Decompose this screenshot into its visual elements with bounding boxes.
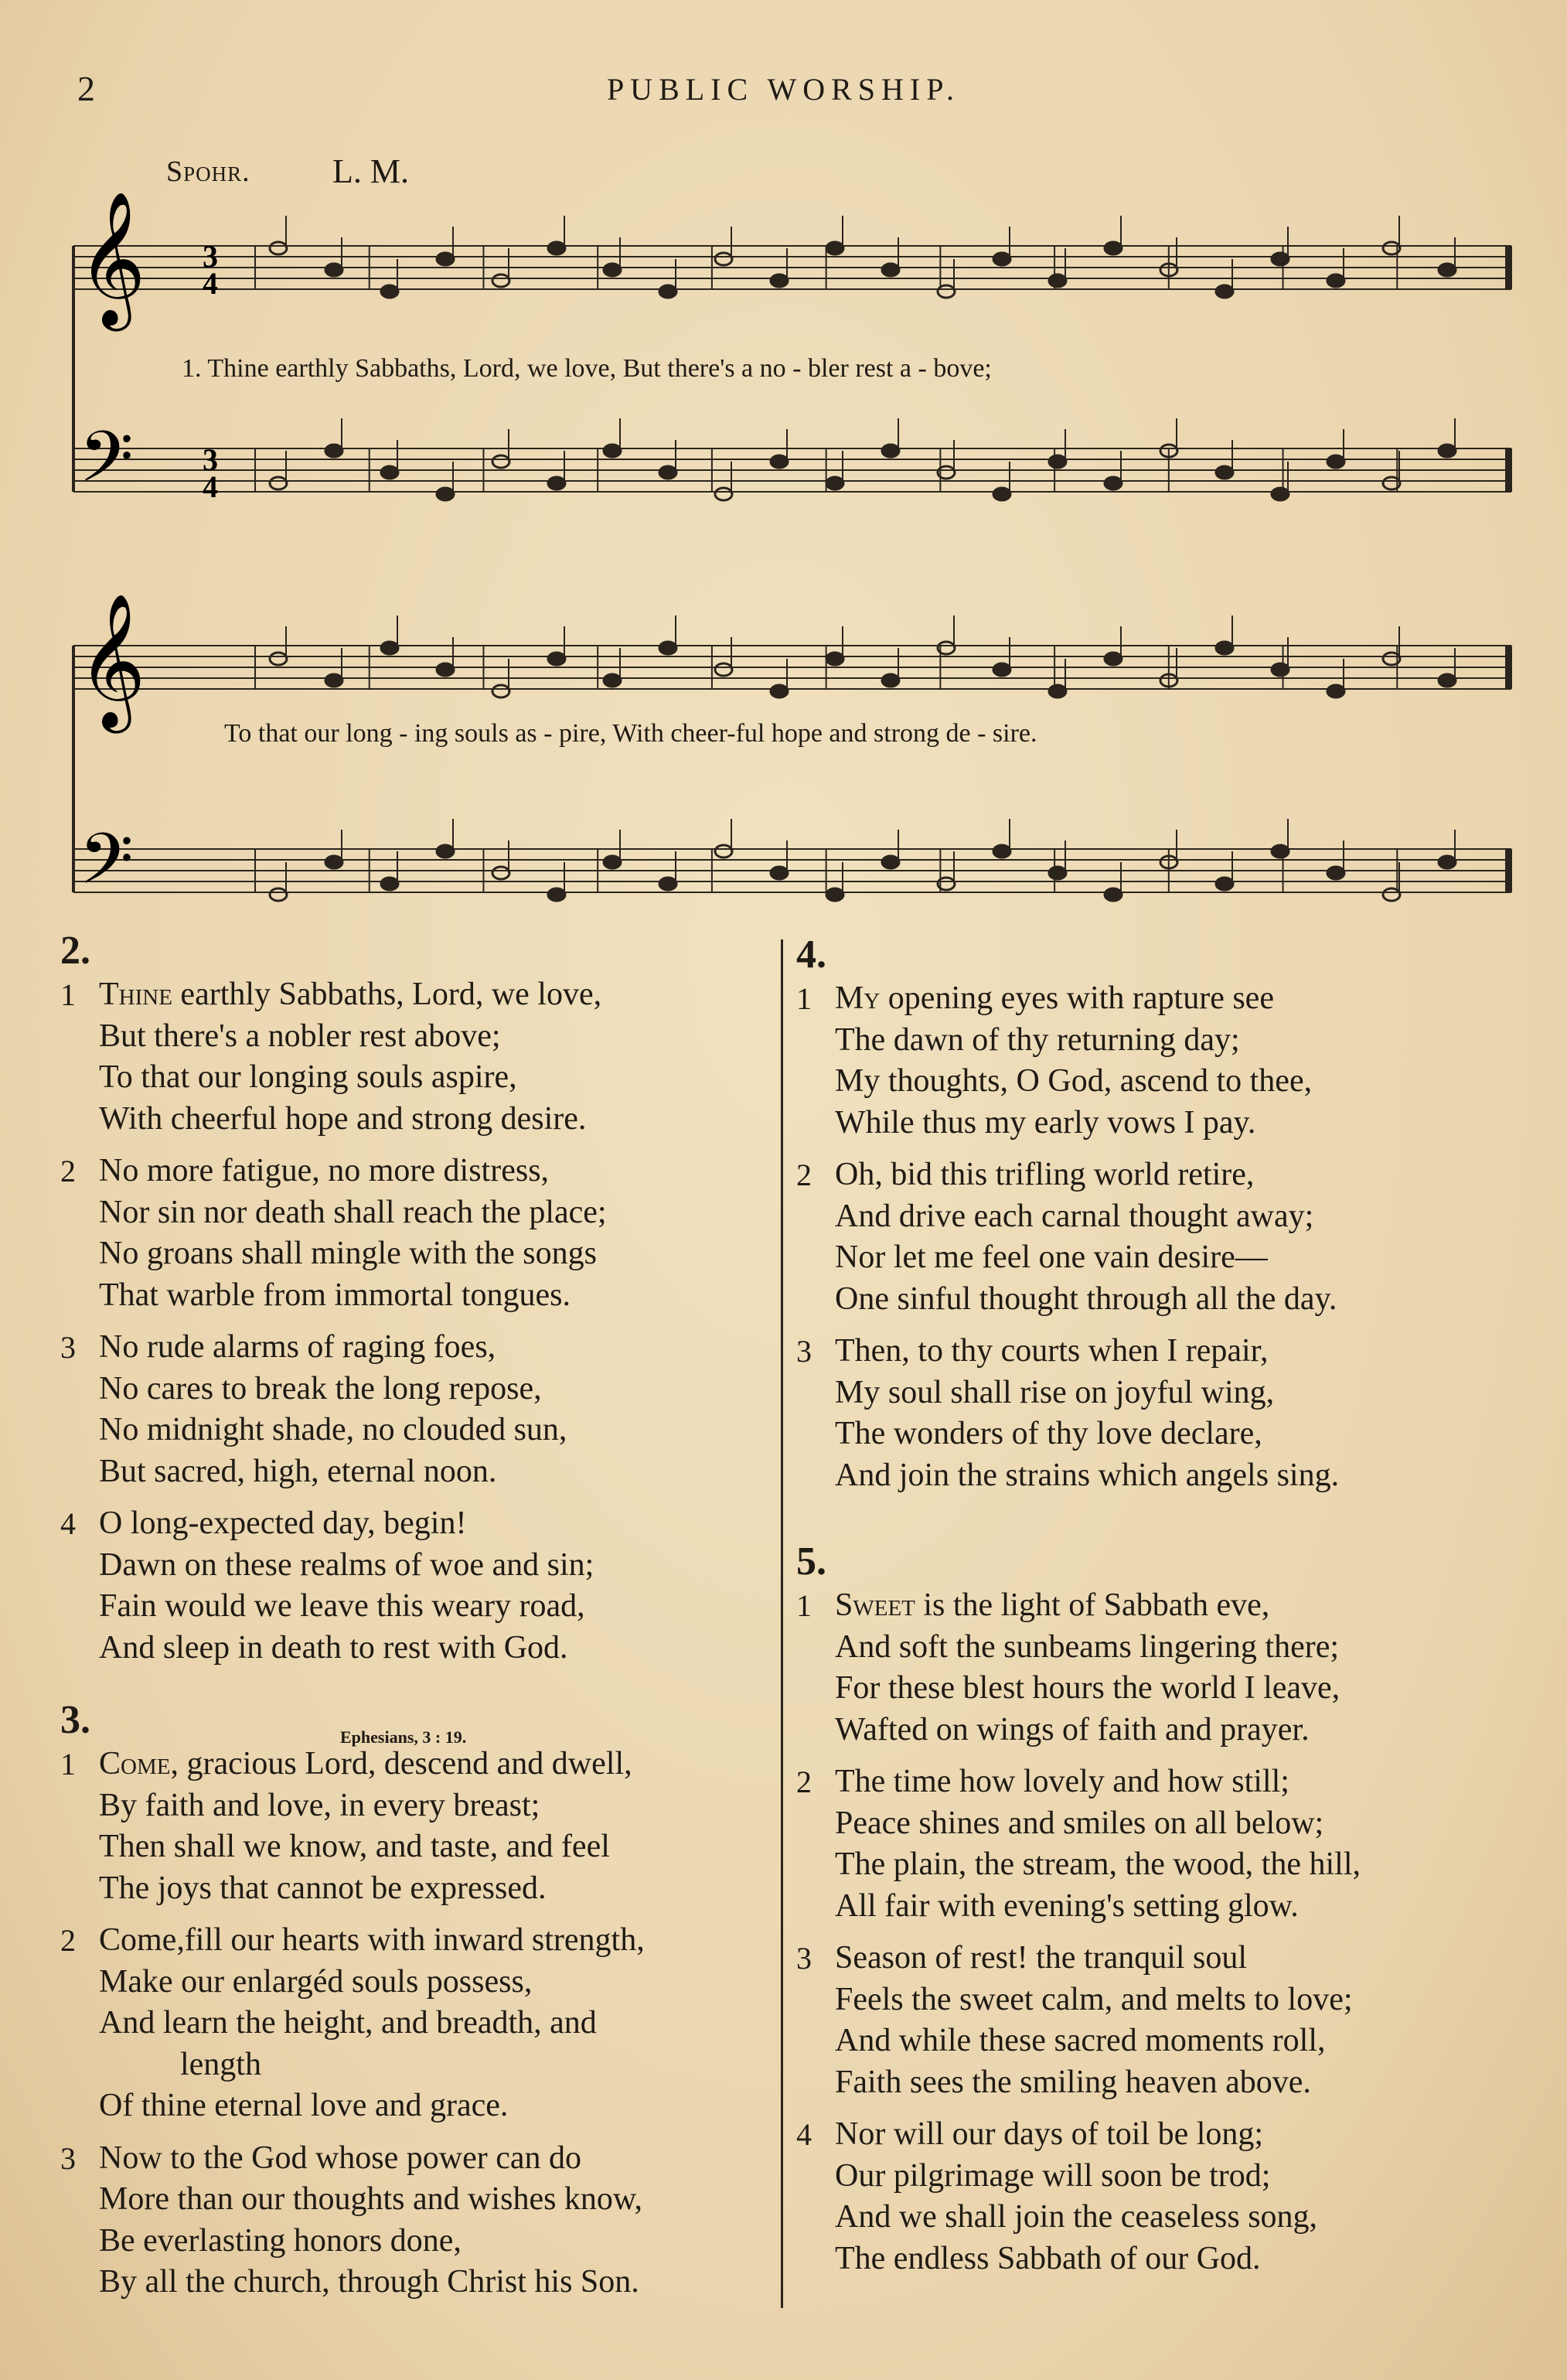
- verse-line: One sinful thought through all the day.: [835, 1280, 1337, 1317]
- note-head: [1049, 685, 1066, 697]
- note-head: [938, 285, 955, 298]
- verse-line: Our pilgrimage will soon be trod;: [835, 2157, 1271, 2194]
- note-head: [882, 674, 899, 687]
- note-head: [270, 477, 287, 489]
- note-head: [882, 264, 899, 276]
- final-barline: [1505, 646, 1511, 689]
- stanza-number: 3: [60, 2140, 76, 2176]
- note-head: [604, 674, 621, 687]
- note-head: [492, 455, 509, 468]
- verse-line: length: [180, 2046, 261, 2082]
- verse-line: More than our thoughts and wishes know,: [99, 2181, 643, 2217]
- note-head: [325, 445, 342, 457]
- note-head: [1383, 888, 1400, 901]
- time-sig-bottom-2: 4: [203, 469, 218, 504]
- note-head: [1049, 455, 1066, 468]
- verse-line: No groans shall mingle with the songs: [99, 1236, 597, 1271]
- note-head: [993, 488, 1010, 500]
- note-head: [325, 856, 342, 868]
- note-head: [1439, 674, 1456, 687]
- stanza-number: 3: [796, 1941, 812, 1976]
- note-head: [1105, 242, 1122, 254]
- verse-line: And while these sacred moments roll,: [835, 2023, 1326, 2058]
- verse-line: Now to the God whose power can do: [99, 2140, 582, 2176]
- note-head: [771, 274, 788, 287]
- verse-line: The plain, the stream, the wood, the hill,: [835, 1846, 1361, 1882]
- stanza: [60, 1920, 772, 2127]
- hymn-5: [796, 1539, 1507, 2290]
- note-head: [1327, 685, 1344, 697]
- stanza-number: 2: [796, 1158, 812, 1192]
- note-head: [882, 445, 899, 457]
- verse-line: No rude alarms of raging foes,: [99, 1329, 496, 1365]
- note-head: [1049, 867, 1066, 879]
- verse-line: Sweet is the light of Sabbath eve,: [835, 1587, 1270, 1623]
- stanza-number: 2: [60, 1154, 76, 1188]
- hymn-number: 3. Ephesians, 3 : 19.: [60, 1697, 772, 1744]
- note-head: [437, 253, 454, 265]
- note-head: [826, 888, 843, 901]
- verse-line: And drive each carnal thought away;: [835, 1198, 1314, 1234]
- clefs: [77, 191, 218, 917]
- note-head: [325, 264, 342, 276]
- verse-line: Fain would we leave this weary road,: [99, 1588, 585, 1624]
- note-head: [548, 477, 565, 489]
- stanza: [60, 1744, 772, 1909]
- note-head: [492, 867, 509, 879]
- scripture-reference: Ephesians, 3 : 19.: [340, 1727, 467, 1747]
- note-head: [548, 653, 565, 665]
- verse-line: Thine earthly Sabbaths, Lord, we love,: [99, 977, 602, 1012]
- hymn-3: [60, 1697, 772, 2314]
- hymn-4: [796, 932, 1507, 1507]
- stanza-number: 1: [796, 1588, 812, 1623]
- note-head: [1327, 274, 1344, 287]
- verse-line: And learn the height, and breadth, and: [99, 2005, 597, 2041]
- page-number: 2: [77, 69, 95, 108]
- stanza: [60, 1151, 772, 1316]
- treble-clef-2: 𝄞: [77, 593, 146, 728]
- verse-line: While thus my early vows I pay.: [835, 1104, 1256, 1141]
- verse-line: Come,fill our hearts with inward strength,: [99, 1922, 645, 1958]
- time-sig-top-1: 3: [203, 239, 218, 274]
- note-head: [1327, 867, 1344, 879]
- bass-clef-2: 𝄢: [79, 818, 134, 917]
- note-head: [1439, 856, 1456, 868]
- verse-line: Peace shines and smiles on all below;: [835, 1805, 1324, 1841]
- time-sig-top-2: 3: [203, 442, 218, 477]
- note-head: [826, 653, 843, 665]
- verse-line: And join the strains which angels sing.: [835, 1457, 1340, 1493]
- verse-line: No midnight shade, no clouded sun,: [99, 1412, 567, 1447]
- stanza-number: 4: [60, 1506, 76, 1541]
- verse-line: But there's a nobler rest above;: [99, 1018, 501, 1054]
- note-head: [715, 845, 732, 858]
- stanza: [796, 1331, 1507, 1496]
- note-head: [993, 253, 1010, 265]
- verse-line: The time how lovely and how still;: [835, 1764, 1289, 1799]
- note-head: [325, 674, 342, 687]
- note-head: [1216, 878, 1233, 890]
- stanza-number: 2: [796, 1765, 812, 1799]
- hymn-number: 4.: [796, 933, 826, 977]
- note-heads: [270, 216, 1456, 901]
- music-lyric-line-2: To that our long - ing souls as - pire, With cheer-ful hope and strong de - sire.: [224, 719, 1037, 748]
- verse-line: By all the church, through Christ his Son.: [99, 2264, 639, 2300]
- verse-line: No more fatigue, no more distress,: [99, 1153, 550, 1188]
- stanza-number: 4: [796, 2117, 812, 2152]
- note-head: [659, 878, 676, 890]
- verse-line: All fair with evening's setting glow.: [835, 1887, 1299, 1924]
- note-head: [771, 685, 788, 697]
- note-head: [381, 642, 398, 654]
- time-sig-bottom-1: 4: [203, 266, 218, 301]
- note-head: [1272, 845, 1289, 858]
- note-head: [270, 888, 287, 901]
- verse-line: Nor let me feel one vain desire—: [835, 1239, 1268, 1275]
- verse-line: Season of rest! the tranquil soul: [835, 1940, 1248, 1976]
- note-head: [381, 466, 398, 479]
- note-head: [715, 663, 732, 676]
- note-head: [437, 663, 454, 676]
- treble-clef-1: 𝄞: [77, 191, 146, 326]
- note-head: [1272, 488, 1289, 500]
- verse-line: But sacred, high, eternal noon.: [99, 1453, 497, 1489]
- verse-line: My thoughts, O God, ascend to thee,: [835, 1063, 1313, 1099]
- stanza: [60, 1327, 772, 1492]
- note-head: [548, 888, 565, 901]
- verse-line: Then, to thy courts when I repair,: [835, 1333, 1269, 1369]
- final-barline: [1505, 849, 1511, 892]
- note-head: [270, 653, 287, 665]
- final-barline: [1505, 448, 1511, 492]
- note-head: [437, 488, 454, 500]
- verse-line: Be everlasting honors done,: [99, 2222, 462, 2259]
- note-head: [492, 685, 509, 697]
- note-head: [548, 242, 565, 254]
- verse-line: My opening eyes with rapture see: [835, 980, 1274, 1016]
- verse-line: Nor sin nor death shall reach the place;: [99, 1194, 607, 1230]
- note-head: [659, 466, 676, 479]
- note-head: [604, 445, 621, 457]
- note-head: [771, 455, 788, 468]
- music-score: [0, 0, 1567, 928]
- stanza: [796, 2114, 1507, 2279]
- note-head: [1327, 455, 1344, 468]
- verse-line: And sleep in death to rest with God.: [99, 1629, 568, 1666]
- verse-line: Make our enlargéd souls possess,: [99, 1963, 533, 2000]
- stanza: [796, 978, 1507, 1144]
- note-head: [659, 285, 676, 298]
- note-head: [993, 663, 1010, 676]
- verse-line: Dawn on these realms of woe and sin;: [99, 1546, 594, 1583]
- verse-line: The endless Sabbath of our God.: [835, 2240, 1261, 2276]
- note-head: [1216, 285, 1233, 298]
- staff-lines: [73, 246, 1511, 892]
- note-head: [715, 488, 732, 500]
- note-head: [1216, 642, 1233, 654]
- verse-line: And soft the sunbeams lingering there;: [835, 1628, 1340, 1665]
- stanza: [796, 1154, 1507, 1320]
- stanza-number: 1: [60, 1747, 76, 1782]
- verse-line: Faith sees the smiling heaven above.: [835, 2064, 1311, 2100]
- hymn-2: [60, 928, 772, 1679]
- tune-meter: L. M.: [332, 152, 409, 190]
- note-head: [1105, 653, 1122, 665]
- stanza: [796, 1761, 1507, 1927]
- note-head: [1216, 466, 1233, 479]
- note-head: [826, 242, 843, 254]
- verse-line: Oh, bid this trifling world retire,: [835, 1157, 1255, 1192]
- bass-clef-1: 𝄢: [79, 416, 134, 515]
- verse-line: O long-expected day, begin!: [99, 1505, 467, 1541]
- note-head: [604, 264, 621, 276]
- verse-line: No cares to break the long repose,: [99, 1370, 542, 1407]
- note-head: [1049, 274, 1066, 287]
- verse-line: Come, gracious Lord, descend and dwell,: [99, 1746, 632, 1782]
- verse-line: Of thine eternal love and grace.: [99, 2088, 509, 2123]
- verse-line: With cheerful hope and strong desire.: [99, 1100, 587, 1137]
- music-lyric-line-1: 1. Thine earthly Sabbaths, Lord, we love, But there's a no - bler rest a - bove;: [182, 354, 992, 383]
- note-head: [492, 274, 509, 287]
- verse-line: Nor will our days of toil be long;: [835, 2116, 1264, 2152]
- verse-line: The joys that cannot be expressed.: [99, 1870, 547, 1906]
- verse-line: By faith and love, in every breast;: [99, 1787, 540, 1823]
- stanza: [60, 1503, 772, 1669]
- note-head: [771, 867, 788, 879]
- note-head: [381, 878, 398, 890]
- note-head: [270, 242, 287, 254]
- stanza-number: 3: [796, 1334, 812, 1369]
- note-head: [993, 845, 1010, 858]
- stanza-number: 1: [796, 981, 812, 1016]
- note-head: [826, 477, 843, 489]
- note-head: [1272, 253, 1289, 265]
- note-head: [882, 856, 899, 868]
- final-barline: [1505, 246, 1511, 289]
- note-head: [381, 285, 398, 298]
- verse-line: Then shall we know, and taste, and feel: [99, 1829, 610, 1864]
- verse-line: My soul shall rise on joyful wing,: [835, 1374, 1275, 1410]
- verse-line: The dawn of thy returning day;: [835, 1021, 1240, 1058]
- verse-line: To that our longing souls aspire,: [99, 1059, 517, 1095]
- note-head: [1105, 477, 1122, 489]
- verse-line: Wafted on wings of faith and prayer.: [835, 1711, 1310, 1747]
- note-head: [715, 253, 732, 265]
- stanza: [60, 2138, 772, 2303]
- verse-line: The wonders of thy love declare,: [835, 1416, 1262, 1451]
- tune-name: Spohr.: [166, 155, 250, 188]
- column-divider: [781, 939, 783, 2308]
- verse-line: Feels the sweet calm, and melts to love;: [835, 1981, 1353, 2017]
- running-title: PUBLIC WORSHIP.: [606, 72, 961, 107]
- note-head: [1439, 445, 1456, 457]
- note-head: [1105, 888, 1122, 901]
- stanza: [796, 1938, 1507, 2103]
- note-head: [659, 642, 676, 654]
- verse-line: And we shall join the ceaseless song,: [835, 2199, 1318, 2235]
- note-head: [604, 856, 621, 868]
- stanza-number: 3: [60, 1330, 76, 1365]
- verse-line: For these blest hours the world I leave,: [835, 1670, 1340, 1706]
- stanza: [60, 974, 772, 1140]
- stanza: [796, 1585, 1507, 1751]
- note-head: [1439, 264, 1456, 276]
- note-head: [437, 845, 454, 858]
- note-head: [1272, 663, 1289, 676]
- hymn-number: 5.: [796, 1539, 826, 1584]
- stanza-number: 2: [60, 1923, 76, 1958]
- verse-line: That warble from immortal tongues.: [99, 1277, 571, 1313]
- stanza-number: 1: [60, 977, 76, 1012]
- hymn-number: 2.: [60, 929, 90, 973]
